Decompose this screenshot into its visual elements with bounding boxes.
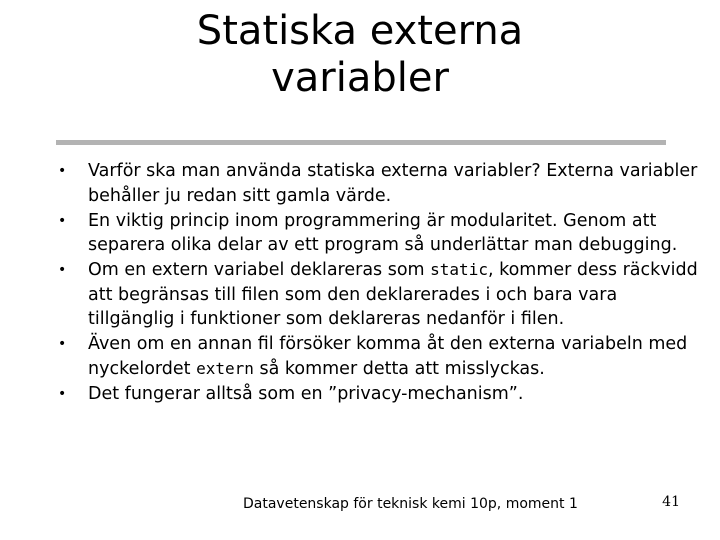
bullet-item <box>58 258 698 332</box>
title-line-1: Statiska externa <box>196 8 524 54</box>
bullet-text: En viktig princip inom programmering är modularitet. Genom att separera olika delar av ett program så underlättar man debugging. <box>88 210 678 255</box>
bullet-item <box>58 332 698 381</box>
slide-title <box>150 8 570 102</box>
bullet-text: Det fungerar alltså som en ”privacy-mechanism”. <box>88 383 524 404</box>
bullet-text: Varför ska man använda statiska externa variabler? Externa variabler behåller ju redan sitt gamla värde. <box>88 161 698 206</box>
bullet-dot: • <box>58 385 67 402</box>
bullet-list <box>58 159 698 407</box>
code-keyword-static: static <box>430 260 488 279</box>
bullet-text-post: , kommer dess räckvidd att begränsas till filen som den deklarerades i och bara vara tillgänglig i funktioner som deklareras nedanför i filen. <box>88 260 698 329</box>
slide-footer: Datavetenskap för teknisk kemi 10p, moment 1 <box>243 496 578 512</box>
bullet-dot: • <box>58 336 67 352</box>
title-line-2: variabler <box>271 55 449 101</box>
bullet-text-pre: Om en extern variabel deklareras som <box>88 260 431 280</box>
page-number: 41 <box>662 494 680 510</box>
bullet-item <box>58 382 698 407</box>
bullet-dot: • <box>58 262 67 278</box>
bullet-text-post: så kommer detta att misslyckas. <box>253 358 545 379</box>
bullet-dot: • <box>58 212 67 229</box>
code-keyword-extern: extern <box>196 358 254 378</box>
bullet-item <box>58 159 698 208</box>
bullet-text-pre: Även om en annan fil försöker komma åt den externa variabeln med nyckelordet <box>88 334 688 379</box>
title-divider <box>56 140 666 145</box>
bullet-item <box>58 209 698 258</box>
bullet-dot: • <box>58 163 67 179</box>
